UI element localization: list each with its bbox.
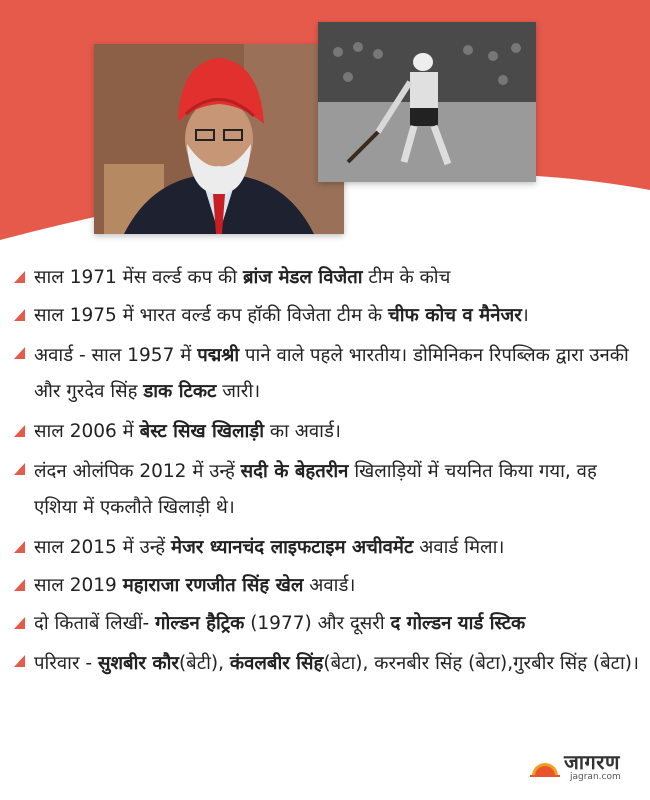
fact-text: अवार्ड - साल 1957 में [34, 345, 198, 366]
fact-highlight: सुशबीर कौर [97, 653, 179, 674]
fact-highlight: महाराजा रणजीत सिंह खेल [122, 575, 304, 596]
logo-name: जागरण [564, 750, 620, 774]
fact-highlight: बेस्ट सिख खिलाड़ी [139, 421, 264, 442]
fact-text: अवार्ड मिला। [413, 537, 505, 558]
fact-highlight: गोल्डन हैट्रिक [155, 613, 245, 634]
fact-text: अवार्ड। [303, 575, 356, 596]
fact-item [14, 570, 640, 602]
fact-item [14, 262, 640, 294]
fact-text: दो किताबें लिखीं- [34, 613, 156, 634]
fact-item [14, 646, 640, 682]
fact-item [14, 608, 640, 640]
fact-item [14, 532, 640, 564]
hockey-action-photo [318, 22, 536, 182]
fact-highlight: डाक टिकट [143, 381, 217, 402]
triangle-bullet-icon [14, 347, 25, 359]
fact-text: जारी। [216, 381, 261, 402]
fact-text: (1977) और दूसरी [244, 613, 391, 634]
fact-text: साल 1975 में भारत वर्ल्ड कप हॉकी विजेता टीम के [34, 305, 388, 326]
logo-url: jagran.com [570, 772, 621, 782]
fact-text: साल 2019 [34, 575, 123, 596]
achievements-list [14, 262, 640, 682]
triangle-bullet-icon [14, 271, 25, 283]
fact-text: (बेटा), करनबीर सिंह (बेटा),गुरबीर सिंह (बेटा)। [323, 653, 640, 674]
fact-highlight: सदी के बेहतरीन [240, 461, 349, 482]
fact-text: टीम के कोच [362, 267, 451, 288]
fact-highlight: ब्रांज मेडल विजेता [242, 267, 363, 288]
jagran-logo [530, 748, 634, 784]
fact-text: साल 2006 में [34, 421, 140, 442]
triangle-bullet-icon [14, 541, 25, 553]
fact-text: (बेटी), [178, 653, 230, 674]
fact-highlight: चीफ कोच व मैनेजर [388, 305, 522, 326]
triangle-bullet-icon [14, 617, 25, 629]
fact-item [14, 338, 640, 410]
fact-text: साल 1971 मेंस वर्ल्ड कप की [34, 267, 243, 288]
fact-item [14, 300, 640, 332]
fact-highlight: कंवलबीर सिंह [229, 653, 324, 674]
triangle-bullet-icon [14, 579, 25, 591]
portrait-photo [94, 44, 344, 234]
fact-text: पाने वाले पहले भारतीय। डोमिनिकन रिपब्लिक द्वारा उनकी और गुरदेव सिंह [34, 345, 629, 402]
jagran-sun-logo-icon [530, 750, 560, 780]
triangle-bullet-icon [14, 463, 25, 475]
fact-text: परिवार - [34, 653, 98, 674]
fact-text: । [521, 305, 529, 326]
triangle-bullet-icon [14, 655, 25, 667]
fact-text: का अवार्ड। [264, 421, 341, 442]
fact-item [14, 454, 640, 526]
fact-highlight: द गोल्डन यार्ड स्टिक [390, 613, 526, 634]
fact-highlight: पद्मश्री [197, 345, 240, 366]
fact-highlight: मेजर ध्यानचंद लाइफटाइम अचीवमेंट [171, 537, 414, 558]
fact-text: साल 2015 में उन्हें [34, 537, 172, 558]
fact-text: खिलाड़ियों में चयनित किया गया, वह एशिया में एकलौते खिलाड़ी थे। [34, 461, 597, 518]
fact-item [14, 416, 640, 448]
triangle-bullet-icon [14, 309, 25, 321]
fact-text: लंदन ओलंपिक 2012 में उन्हें [34, 461, 241, 482]
triangle-bullet-icon [14, 425, 25, 437]
